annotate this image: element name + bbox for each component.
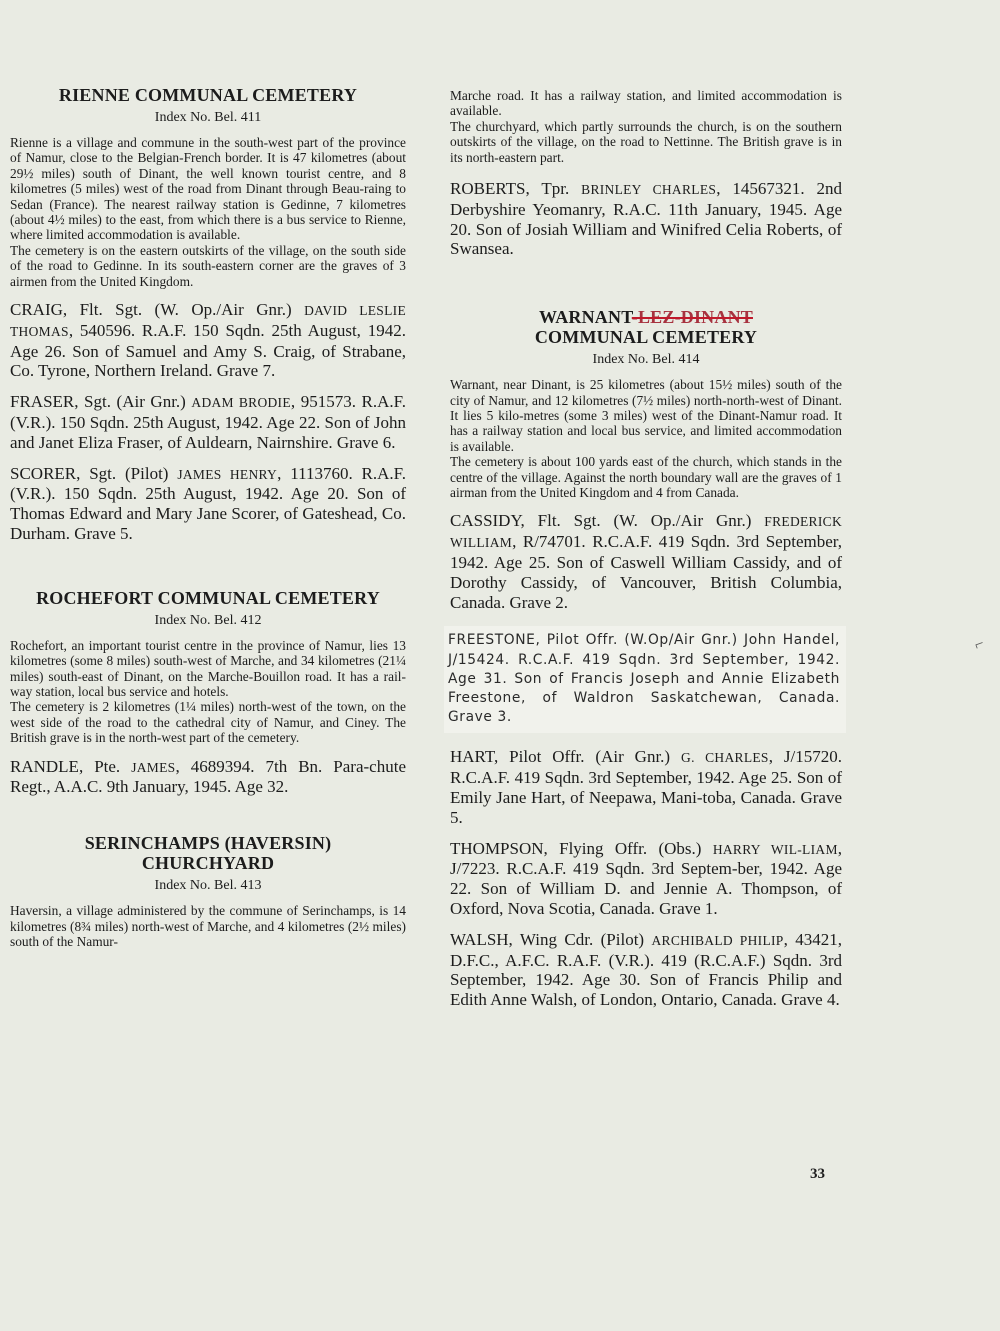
margin-mark-icon: ⌐ <box>972 634 987 655</box>
left-column <box>10 85 406 949</box>
section-title: ROCHEFORT COMMUNAL CEMETERY <box>36 587 380 608</box>
section-title-line2: COMMUNAL CEMETERY <box>534 327 758 348</box>
warnant-section <box>450 307 842 1010</box>
typed-insert-entry: FREESTONE, Pilot Offr. (W.Op/Air Gnr.) John Handel, J/15424. R.C.A.F. 419 Sqdn. 3rd September, 1942. Age 31. Son of Francis Joseph and Annie Elizabeth Freestone, of Waldron Saskatchewan, Canada. Grave 3. <box>444 626 846 733</box>
struck-out-text: -LEZ-DINANT <box>631 307 753 328</box>
section-title: WARNANT-LEZ-DINANT <box>539 307 753 328</box>
index-number: Index No. Bel. 411 <box>154 110 262 125</box>
section-description: The cemetery is on the eastern outskirts of the village, on the south side of the road to Gedinne. In its south-eastern corner are the graves of 3 airmen from the United Kingdom. <box>10 242 406 289</box>
casualty-entry: WALSH, Wing Cdr. (Pilot) ARCHIBALD PHILIP, 43421, D.F.C., A.F.C. R.A.F. (V.R.). 419 (R.C.A.F.) Sqdn. 3rd September, 1942. Age 30. Son of Francis Philip and Edith Anne Walsh, of London, Ontario, Canada. Grave 4. <box>450 929 843 1010</box>
casualty-entry: RANDLE, Pte. JAMES, 4689394. 7th Bn. Para-chute Regt., A.A.C. 9th January, 1945. Age 32. <box>10 756 406 797</box>
casualty-entry: CASSIDY, Flt. Sgt. (W. Op./Air Gnr.) FREDERICK WILLIAM, R/74701. R.C.A.F. 419 Sqdn. 3rd September, 1942. Age 25. Son of Caswell William Cassidy, and of Dorothy Cassidy, of Vancouver, British Columbia, Canada. Grave 2. <box>450 511 842 612</box>
index-number: Index No. Bel. 414 <box>592 352 700 368</box>
rienne-section <box>10 85 406 544</box>
section-description: Rochefort, an important tourist centre in the province of Namur, lies 13 kilometres (some 8 miles) south-west of Marche, and 34 kilometres (21¼ miles) south-east of Dinant, on the Marche-Bouillon road. It has a rail-way station, local bus service and hotels. <box>10 637 406 700</box>
casualty-entry: CRAIG, Flt. Sgt. (W. Op./Air Gnr.) DAVID LESLIE THOMAS, 540596. R.A.F. 150 Sqdn. 25th August, 1942. Age 26. Son of Samuel and Amy S. Craig, of Strabane, Co. Tyrone, Northern Ireland. Grave 7. <box>10 300 406 381</box>
section-description: Warnant, near Dinant, is 25 kilometres (about 15½ miles) south of the city of Namur, and 12 kilometres (7½ miles) north-north-west of Dinant. It lies 5 kilo-metres (some 3 miles) west of the Dinant-Namur road. It has a railway station and local bus service, and limited accommodation is available. <box>450 377 842 454</box>
casualty-entry: SCORER, Sgt. (Pilot) JAMES HENRY, 1113760. R.A.F. (V.R.). 150 Sqdn. 25th August, 1942. Age 20. Son of Thomas Edward and Mary Jane Scorer, of Gateshead, Co. Durham. Grave 5. <box>10 463 406 544</box>
section-description: Rienne is a village and commune in the south-west part of the province of Namur, close to the Belgian-French border. It is 47 kilometres (about 29½ miles) south of Dinant, the well known tourist centre, and 8 kilometres (5 miles) west of the road from Dinant through Beau-raing to Sedan (France). The nearest railway station is Gedinne, 7 kilometres (about 4½ miles) to the east, from which there is a bus service to Rienne, where limited accommodation is available. <box>10 135 406 243</box>
serinchamps-section <box>10 833 406 949</box>
section-title-line2: CHURCHYARD <box>141 853 275 874</box>
casualty-entry: HART, Pilot Offr. (Air Gnr.) G. CHARLES, J/15720. R.C.A.F. 419 Sqdn. 3rd September, 1942. Age 25. Son of Emily Jane Hart, of Neepawa, Mani-toba, Canada. Grave 5. <box>450 747 843 827</box>
section-title: RIENNE COMMUNAL CEMETERY <box>58 85 358 105</box>
section-description: Marche road. It has a railway station, and limited accommodation is available. <box>450 88 842 119</box>
index-number: Index No. Bel. 413 <box>154 878 262 894</box>
section-description: The cemetery is about 100 yards east of the church, which stands in the centre of the village. Against the north boundary wall are the graves of 1 airman from the United Kingdom and 4 from Canada. <box>450 454 842 501</box>
right-column <box>450 88 842 1010</box>
serinchamps-continued <box>450 88 842 259</box>
page-number: 33 <box>810 1166 825 1182</box>
section-description: Haversin, a village administered by the commune of Serinchamps, is 14 kilometres (8¾ miles) north-west of Marche, and 4 kilometres (2½ miles) south of the Namur- <box>10 903 406 950</box>
section-description: The cemetery is 2 kilometres (1¼ miles) north-west of the town, on the west side of the road to the cathedral city of Namur, and Ciney. The British grave is in the north-west part of the cemetery. <box>10 699 406 746</box>
casualty-entry: ROBERTS, Tpr. BRINLEY CHARLES, 14567321. 2nd Derbyshire Yeomanry, R.A.C. 11th January, 1945. Age 20. Son of Josiah William and Winifred Celia Roberts, of Swansea. <box>450 179 843 259</box>
section-description: The churchyard, which partly surrounds the church, is on the southern outskirts of the village, on the road to Nettinne. The British grave is in its north-eastern part. <box>450 118 842 165</box>
section-title: SERINCHAMPS (HAVERSIN) <box>84 833 332 854</box>
casualty-entry: THOMPSON, Flying Offr. (Obs.) HARRY WIL-LIAM, J/7223. R.C.A.F. 419 Sqdn. 3rd Septem-ber, 1942. Age 22. Son of William D. and Jennie A. Thompson, of Oxford, Nova Scotia, Canada. Grave 1. <box>450 838 842 919</box>
casualty-entry: FRASER, Sgt. (Air Gnr.) ADAM BRODIE, 951573. R.A.F. (V.R.). 150 Sqdn. 25th August, 1942. Age 22. Son of John and Janet Eliza Fraser, of Auldearn, Nairnshire. Grave 6. <box>10 392 406 452</box>
index-number: Index No. Bel. 412 <box>154 612 262 628</box>
rochefort-section <box>10 588 406 797</box>
